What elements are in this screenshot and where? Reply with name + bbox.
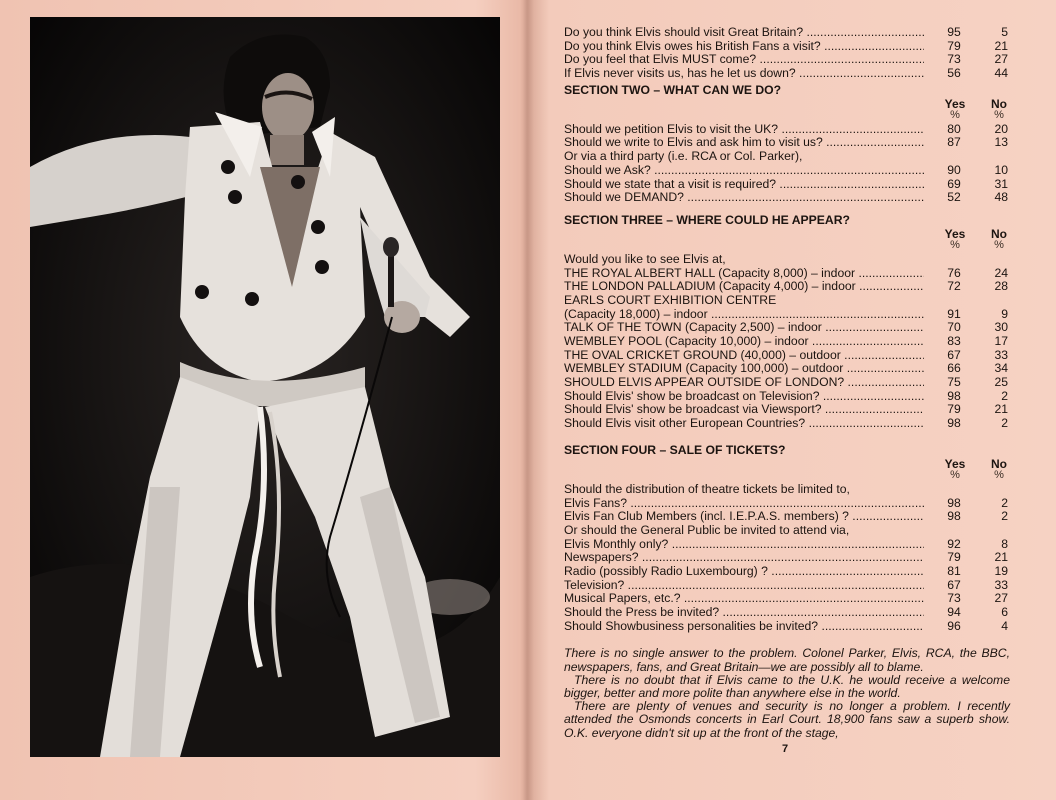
yes-column-label: Yes: [944, 226, 966, 241]
question-text: SHOULD ELVIS APPEAR OUTSIDE OF LONDON? .....: [564, 376, 924, 390]
no-percent: 48: [994, 190, 1008, 205]
yes-percent: 79: [947, 550, 961, 565]
no-percent: 9: [1001, 306, 1008, 321]
yes-percent: 70: [947, 320, 961, 335]
yes-percent: 90: [947, 162, 961, 177]
paragraph-2: There is no doubt that if Elvis came to the U.K. he would receive a welcome bigger, better and more polite than anywhere else in the world.: [564, 672, 1010, 700]
no-percent-label: %: [994, 468, 1004, 481]
no-percent: 19: [994, 563, 1008, 578]
yes-percent: 96: [947, 618, 961, 633]
yes-percent: 94: [947, 605, 961, 619]
section-three-row: [564, 335, 1010, 349]
no-percent: 2: [1001, 388, 1008, 403]
yes-percent: 80: [947, 121, 961, 136]
section-two-row: [564, 123, 1010, 137]
no-percent: 25: [994, 375, 1008, 390]
yes-percent: 83: [947, 334, 961, 348]
yes-column-label: Yes: [944, 96, 966, 111]
section-three-row: [564, 280, 1010, 294]
no-percent: 31: [994, 176, 1008, 191]
question-text: WEMBLEY STADIUM (Capacity 100,000) – outdoor .....: [564, 362, 924, 376]
section-two-row: [564, 150, 1010, 164]
section-two-column-header: [564, 97, 1010, 123]
question-text: Should we state that a visit is required? .....: [564, 178, 924, 192]
page-number: 7: [782, 743, 789, 755]
question-text: EARLS COURT EXHIBITION CENTRE: [564, 293, 777, 307]
section-four-row: [564, 524, 1010, 538]
yes-percent: 52: [947, 190, 961, 205]
yes-percent-label: %: [950, 468, 960, 481]
no-column-label: No: [991, 96, 1007, 111]
yes-percent: 73: [947, 591, 961, 606]
section-four-column-header: [564, 457, 1010, 483]
question-text: Should we Ask? .....: [564, 164, 924, 178]
section-four-row: [564, 579, 1010, 593]
section-three-row: [564, 376, 1010, 390]
question-text: If Elvis never visits us, has he let us down? .....: [564, 67, 924, 81]
no-percent-label: %: [994, 108, 1004, 121]
section-two-row: [564, 164, 1010, 178]
question-text: Do you think Elvis owes his British Fans a visit? .....: [564, 40, 924, 54]
question-text: Elvis Fans? .....: [564, 497, 924, 511]
no-percent: 34: [994, 361, 1008, 376]
question-text: Should Elvis' show be broadcast via Viewsport? .....: [564, 403, 924, 417]
no-percent: 2: [1001, 495, 1008, 510]
intro-row: [564, 26, 1010, 40]
section-two-row: [564, 191, 1010, 205]
question-text: Should Elvis' show be broadcast on Television? .....: [564, 390, 924, 404]
section-four-rows: [564, 497, 1010, 634]
yes-percent: 91: [947, 306, 961, 321]
question-text: WEMBLEY POOL (Capacity 10,000) – indoor .....: [564, 335, 924, 349]
no-percent: 2: [1001, 509, 1008, 524]
section-two-title: SECTION TWO – WHAT CAN WE DO?: [564, 82, 782, 97]
section-three-intro: Would you like to see Elvis at,: [564, 252, 726, 266]
no-percent: 33: [994, 577, 1008, 592]
yes-percent: 75: [947, 375, 961, 390]
no-percent: 13: [994, 135, 1008, 150]
section-three-column-header: [564, 227, 1010, 253]
section-three-row: [564, 390, 1010, 404]
section-four-row: [564, 565, 1010, 579]
no-percent: 24: [994, 265, 1008, 280]
question-text: Elvis Fan Club Members (incl. I.E.P.A.S. members) ? .....: [564, 510, 924, 524]
yes-percent: 56: [947, 66, 961, 81]
no-column-label: No: [991, 226, 1007, 241]
yes-percent: 92: [947, 536, 961, 551]
no-percent: 8: [1001, 536, 1008, 551]
section-four-row: [564, 510, 1010, 524]
yes-percent: 81: [947, 563, 961, 578]
section-three-row: [564, 349, 1010, 363]
question-text: Radio (possibly Radio Luxembourg) ? .....: [564, 565, 924, 579]
no-percent: 17: [994, 334, 1008, 348]
no-percent: 10: [994, 162, 1008, 177]
yes-percent: 98: [947, 509, 961, 524]
yes-percent: 98: [947, 388, 961, 403]
question-text: THE OVAL CRICKET GROUND (40,000) – outdoor .....: [564, 349, 924, 363]
intro-questions: [564, 26, 1010, 81]
question-text: THE ROYAL ALBERT HALL (Capacity 8,000) – indoor .....: [564, 267, 924, 281]
section-three-row: [564, 362, 1010, 376]
yes-column-label: Yes: [944, 456, 966, 471]
no-percent: 21: [994, 550, 1008, 565]
no-percent: 33: [994, 347, 1008, 362]
paragraph-1: There is no single answer to the problem. Colonel Parker, Elvis, RCA, the BBC, newspapers, fans, and Great Britain—we are possibly all to blame.: [564, 646, 1010, 674]
section-two-row: [564, 178, 1010, 192]
question-text: Do you feel that Elvis MUST come? .....: [564, 53, 924, 67]
no-percent: 21: [994, 402, 1008, 417]
yes-percent: 79: [947, 38, 961, 53]
no-percent: 27: [994, 591, 1008, 606]
no-percent: 2: [1001, 416, 1008, 431]
no-percent: 20: [994, 121, 1008, 136]
yes-percent: 95: [947, 25, 961, 39]
question-text: Should Showbusiness personalities be invited? .....: [564, 620, 924, 634]
yes-percent: 87: [947, 135, 961, 150]
section-four-row: [564, 620, 1010, 634]
question-text: TALK OF THE TOWN (Capacity 2,500) – indoor .....: [564, 321, 924, 335]
no-percent-label: %: [994, 238, 1004, 251]
yes-percent-label: %: [950, 108, 960, 121]
yes-percent: 98: [947, 495, 961, 510]
intro-row: [564, 67, 1010, 81]
question-text: Should we DEMAND? .....: [564, 191, 924, 205]
paragraph-3: There are plenty of venues and security is no longer a problem. I recently attended the Osmonds concerts in Earl Court. 18,900 fans saw a superb show. O.K. everyone didn't sit up at the front of the stage,: [564, 699, 1010, 740]
question-text: Should the Press be invited? .....: [564, 606, 924, 620]
section-two-rows: [564, 123, 1010, 205]
section-three-row: [564, 267, 1010, 281]
question-text: Should we petition Elvis to visit the UK? .....: [564, 123, 924, 137]
no-percent: 27: [994, 52, 1008, 67]
question-text: Newspapers? .....: [564, 551, 924, 565]
section-four-row: [564, 497, 1010, 511]
no-percent: 6: [1001, 605, 1008, 619]
yes-percent: 66: [947, 361, 961, 376]
survey-results-page: [564, 26, 1010, 740]
section-three-row: [564, 294, 1010, 308]
yes-percent: 72: [947, 279, 961, 294]
no-percent: 4: [1001, 618, 1008, 633]
section-three-row: [564, 321, 1010, 335]
intro-row: [564, 53, 1010, 67]
question-text: Elvis Monthly only? .....: [564, 538, 924, 552]
section-four-row: [564, 606, 1010, 620]
section-three-row: [564, 403, 1010, 417]
section-four-row: [564, 538, 1010, 552]
elvis-illustration: [30, 17, 500, 757]
question-text: Should Elvis visit other European Countries? .....: [564, 417, 924, 431]
section-three-rows: [564, 267, 1010, 431]
yes-percent: 67: [947, 577, 961, 592]
section-four-row: [564, 551, 1010, 565]
section-three-title: SECTION THREE – WHERE COULD HE APPEAR?: [564, 212, 850, 227]
no-percent: 5: [1001, 25, 1008, 39]
section-three-row: [564, 308, 1010, 322]
section-four-row: [564, 592, 1010, 606]
intro-row: [564, 40, 1010, 54]
question-text: Do you think Elvis should visit Great Britain? .....: [564, 26, 924, 40]
no-percent: 44: [994, 66, 1008, 81]
question-text: Should we write to Elvis and ask him to visit us? .....: [564, 136, 924, 150]
no-percent: 30: [994, 320, 1008, 335]
yes-percent: 98: [947, 416, 961, 431]
question-text: (Capacity 18,000) – indoor .....: [564, 308, 924, 322]
no-percent: 21: [994, 38, 1008, 53]
section-two-row: [564, 136, 1010, 150]
yes-percent: 67: [947, 347, 961, 362]
question-text: Musical Papers, etc.? .....: [564, 592, 924, 606]
page-gutter: [520, 0, 534, 800]
question-text: Or should the General Public be invited to attend via,: [564, 523, 850, 537]
question-text: Television? .....: [564, 579, 924, 593]
elvis-performance-photo: [30, 17, 500, 757]
section-three-row: [564, 417, 1010, 431]
yes-percent: 69: [947, 176, 961, 191]
yes-percent: 73: [947, 52, 961, 67]
section-four-title: SECTION FOUR – SALE OF TICKETS?: [564, 442, 786, 457]
question-text: THE LONDON PALLADIUM (Capacity 4,000) – indoor .....: [564, 280, 924, 294]
section-four-intro: Should the distribution of theatre tickets be limited to,: [564, 482, 850, 496]
yes-percent: 79: [947, 402, 961, 417]
no-column-label: No: [991, 456, 1007, 471]
question-text: Or via a third party (i.e. RCA or Col. Parker),: [564, 150, 803, 164]
yes-percent-label: %: [950, 238, 960, 251]
yes-percent: 76: [947, 265, 961, 280]
no-percent: 28: [994, 279, 1008, 294]
